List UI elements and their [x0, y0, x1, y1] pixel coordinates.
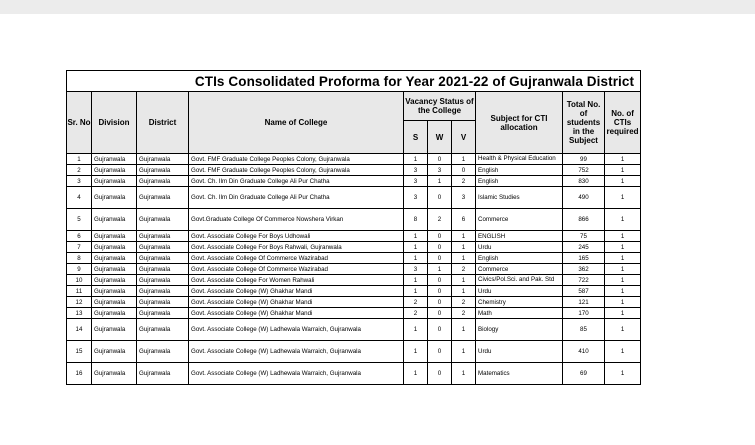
cell-division: Gujranwala: [92, 264, 137, 275]
cell-s: 1: [404, 154, 428, 165]
cell-ctis: 1: [605, 297, 641, 308]
cell-district: Gujranwala: [137, 341, 189, 363]
cell-college: Govt. FMF Graduate College Peoples Colony, Gujranwala: [189, 154, 404, 165]
table-row: [67, 187, 641, 209]
cell-v: 1: [452, 231, 476, 242]
cell-sr: 5: [67, 209, 92, 231]
cell-division: Gujranwala: [92, 341, 137, 363]
cell-students: 830: [563, 176, 605, 187]
table-row: [67, 154, 641, 165]
cell-s: 1: [404, 253, 428, 264]
cell-college: Govt. Associate College For Women Rahwali: [189, 275, 404, 286]
cell-students: 362: [563, 264, 605, 275]
cell-division: Gujranwala: [92, 231, 137, 242]
cell-college: Govt. Associate College Of Commerce Wazirabad: [189, 253, 404, 264]
table-row: [67, 341, 641, 363]
cell-w: 0: [428, 154, 452, 165]
cell-s: 2: [404, 308, 428, 319]
cell-w: 0: [428, 341, 452, 363]
cell-college: Govt. Associate College (W) Ghakhar Mandi: [189, 286, 404, 297]
cell-students: 722: [563, 275, 605, 286]
cell-subject: Matematics: [476, 363, 563, 385]
cell-college: Govt. Associate College (W) Ghakhar Mandi: [189, 297, 404, 308]
cell-v: 2: [452, 176, 476, 187]
cell-s: 1: [404, 242, 428, 253]
cell-students: 165: [563, 253, 605, 264]
cell-college: Govt. Associate College (W) Ladhewala Warraich, Gujranwala: [189, 319, 404, 341]
table-row: [67, 275, 641, 286]
header-district: District: [137, 92, 189, 154]
cell-students: 752: [563, 165, 605, 176]
cell-ctis: 1: [605, 319, 641, 341]
cell-district: Gujranwala: [137, 253, 189, 264]
cell-ctis: 1: [605, 165, 641, 176]
cell-subject: Commerce: [476, 264, 563, 275]
cell-students: 99: [563, 154, 605, 165]
cell-v: 6: [452, 209, 476, 231]
cell-ctis: 1: [605, 253, 641, 264]
cell-v: 1: [452, 154, 476, 165]
header-v: V: [452, 121, 476, 154]
cell-w: 0: [428, 242, 452, 253]
cell-college: Govt. Associate College Of Commerce Wazirabad: [189, 264, 404, 275]
table-row: [67, 242, 641, 253]
cell-subject: Urdu: [476, 242, 563, 253]
cell-district: Gujranwala: [137, 286, 189, 297]
viewer-top-bar: [0, 0, 755, 14]
cell-s: 1: [404, 341, 428, 363]
cell-subject: Health & Physical Education: [476, 154, 563, 165]
cell-subject: Math: [476, 308, 563, 319]
cell-sr: 8: [67, 253, 92, 264]
table-row: [67, 319, 641, 341]
header-subject: Subject for CTI allocation: [476, 92, 563, 154]
table-row: [67, 363, 641, 385]
header-college: Name of College: [189, 92, 404, 154]
table-body: [67, 154, 641, 385]
cell-w: 0: [428, 187, 452, 209]
table-row: [67, 231, 641, 242]
cti-table: [66, 70, 641, 385]
table-row: [67, 176, 641, 187]
cell-w: 1: [428, 264, 452, 275]
cell-s: 1: [404, 286, 428, 297]
cell-v: 1: [452, 275, 476, 286]
cell-district: Gujranwala: [137, 187, 189, 209]
cell-division: Gujranwala: [92, 308, 137, 319]
cell-ctis: 1: [605, 187, 641, 209]
cell-subject: Urdu: [476, 341, 563, 363]
header-sr-no: Sr. No: [67, 92, 92, 154]
cell-sr: 16: [67, 363, 92, 385]
header-vacancy: Vacancy Status of the College: [404, 92, 476, 121]
cell-subject: Islamic Studies: [476, 187, 563, 209]
cell-ctis: 1: [605, 341, 641, 363]
cell-sr: 12: [67, 297, 92, 308]
table-row: [67, 165, 641, 176]
cell-v: 1: [452, 286, 476, 297]
cell-ctis: 1: [605, 209, 641, 231]
cell-v: 3: [452, 187, 476, 209]
cell-college: Govt. Associate College For Boys Udhowali: [189, 231, 404, 242]
cell-s: 3: [404, 187, 428, 209]
cell-sr: 10: [67, 275, 92, 286]
cell-division: Gujranwala: [92, 176, 137, 187]
table-row: [67, 308, 641, 319]
cell-college: Govt. Associate College (W) Ghakhar Mandi: [189, 308, 404, 319]
cell-s: 3: [404, 165, 428, 176]
cell-district: Gujranwala: [137, 363, 189, 385]
cell-w: 0: [428, 363, 452, 385]
cell-w: 1: [428, 176, 452, 187]
cell-sr: 15: [67, 341, 92, 363]
cell-sr: 1: [67, 154, 92, 165]
cell-s: 8: [404, 209, 428, 231]
cell-division: Gujranwala: [92, 297, 137, 308]
cell-students: 410: [563, 341, 605, 363]
cell-students: 85: [563, 319, 605, 341]
document-title: CTIs Consolidated Proforma for Year 2021-22 of Gujranwala District: [67, 71, 641, 92]
cell-sr: 9: [67, 264, 92, 275]
cell-students: 170: [563, 308, 605, 319]
cell-ctis: 1: [605, 176, 641, 187]
cell-w: 0: [428, 286, 452, 297]
cell-college: Govt. Associate College (W) Ladhewala Warraich, Gujranwala: [189, 363, 404, 385]
cell-subject: English: [476, 253, 563, 264]
cell-w: 0: [428, 319, 452, 341]
cell-district: Gujranwala: [137, 165, 189, 176]
cell-v: 2: [452, 264, 476, 275]
cell-district: Gujranwala: [137, 275, 189, 286]
proforma-sheet: [66, 70, 640, 385]
cell-v: 1: [452, 319, 476, 341]
cell-college: Govt. Ch. Ilm Din Graduate College Ali Pur Chatha: [189, 176, 404, 187]
header-students: Total No. of students in the Subject: [563, 92, 605, 154]
cell-s: 3: [404, 264, 428, 275]
cell-district: Gujranwala: [137, 264, 189, 275]
header-ctis: No. of CTIs required: [605, 92, 641, 154]
cell-division: Gujranwala: [92, 363, 137, 385]
cell-division: Gujranwala: [92, 319, 137, 341]
cell-ctis: 1: [605, 363, 641, 385]
table-row: [67, 286, 641, 297]
cell-students: 69: [563, 363, 605, 385]
cell-subject: English: [476, 176, 563, 187]
cell-division: Gujranwala: [92, 275, 137, 286]
cell-students: 866: [563, 209, 605, 231]
cell-w: 3: [428, 165, 452, 176]
cell-students: 75: [563, 231, 605, 242]
cell-s: 1: [404, 275, 428, 286]
cell-ctis: 1: [605, 242, 641, 253]
cell-sr: 4: [67, 187, 92, 209]
cell-subject: ENGLISH: [476, 231, 563, 242]
cell-college: Govt. Associate College For Boys Rahwali, Gujranwala: [189, 242, 404, 253]
cell-college: Govt. Ch. Ilm Din Graduate College Ali Pur Chatha: [189, 187, 404, 209]
cell-division: Gujranwala: [92, 253, 137, 264]
cell-sr: 13: [67, 308, 92, 319]
cell-sr: 6: [67, 231, 92, 242]
cell-sr: 14: [67, 319, 92, 341]
cell-college: Govt. Associate College (W) Ladhewala Warraich, Gujranwala: [189, 341, 404, 363]
cell-college: Govt. FMF Graduate College Peoples Colony, Gujranwala: [189, 165, 404, 176]
cell-w: 0: [428, 231, 452, 242]
cell-v: 1: [452, 242, 476, 253]
cell-w: 2: [428, 209, 452, 231]
cell-subject: Commerce: [476, 209, 563, 231]
cell-s: 1: [404, 231, 428, 242]
cell-students: 121: [563, 297, 605, 308]
cell-v: 1: [452, 341, 476, 363]
cell-v: 2: [452, 308, 476, 319]
cell-ctis: 1: [605, 286, 641, 297]
cell-district: Gujranwala: [137, 297, 189, 308]
cell-ctis: 1: [605, 154, 641, 165]
header-s: S: [404, 121, 428, 154]
cell-subject: Biology: [476, 319, 563, 341]
cell-students: 587: [563, 286, 605, 297]
cell-w: 0: [428, 275, 452, 286]
cell-division: Gujranwala: [92, 187, 137, 209]
table-row: [67, 264, 641, 275]
cell-w: 0: [428, 308, 452, 319]
table-row: [67, 209, 641, 231]
cell-s: 3: [404, 176, 428, 187]
cell-ctis: 1: [605, 275, 641, 286]
cell-district: Gujranwala: [137, 319, 189, 341]
cell-ctis: 1: [605, 308, 641, 319]
cell-division: Gujranwala: [92, 154, 137, 165]
cell-subject: Urdu: [476, 286, 563, 297]
cell-v: 1: [452, 363, 476, 385]
cell-district: Gujranwala: [137, 308, 189, 319]
cell-division: Gujranwala: [92, 165, 137, 176]
table-row: [67, 253, 641, 264]
cell-college: Govt.Graduate College Of Commerce Nowshera Virkan: [189, 209, 404, 231]
cell-v: 2: [452, 297, 476, 308]
cell-district: Gujranwala: [137, 231, 189, 242]
cell-division: Gujranwala: [92, 209, 137, 231]
cell-district: Gujranwala: [137, 209, 189, 231]
cell-students: 490: [563, 187, 605, 209]
cell-subject: Chemistry: [476, 297, 563, 308]
cell-sr: 11: [67, 286, 92, 297]
cell-ctis: 1: [605, 231, 641, 242]
cell-division: Gujranwala: [92, 242, 137, 253]
cell-subject: Civics/Pol.Sci. and Pak. Std: [476, 275, 563, 286]
cell-subject: English: [476, 165, 563, 176]
cell-district: Gujranwala: [137, 176, 189, 187]
header-w: W: [428, 121, 452, 154]
cell-sr: 7: [67, 242, 92, 253]
cell-s: 1: [404, 319, 428, 341]
header-division: Division: [92, 92, 137, 154]
cell-district: Gujranwala: [137, 154, 189, 165]
cell-w: 0: [428, 297, 452, 308]
cell-v: 1: [452, 253, 476, 264]
cell-division: Gujranwala: [92, 286, 137, 297]
cell-w: 0: [428, 253, 452, 264]
cell-sr: 3: [67, 176, 92, 187]
cell-district: Gujranwala: [137, 242, 189, 253]
cell-students: 245: [563, 242, 605, 253]
table-row: [67, 297, 641, 308]
cell-ctis: 1: [605, 264, 641, 275]
cell-s: 2: [404, 297, 428, 308]
cell-sr: 2: [67, 165, 92, 176]
cell-s: 1: [404, 363, 428, 385]
cell-v: 0: [452, 165, 476, 176]
